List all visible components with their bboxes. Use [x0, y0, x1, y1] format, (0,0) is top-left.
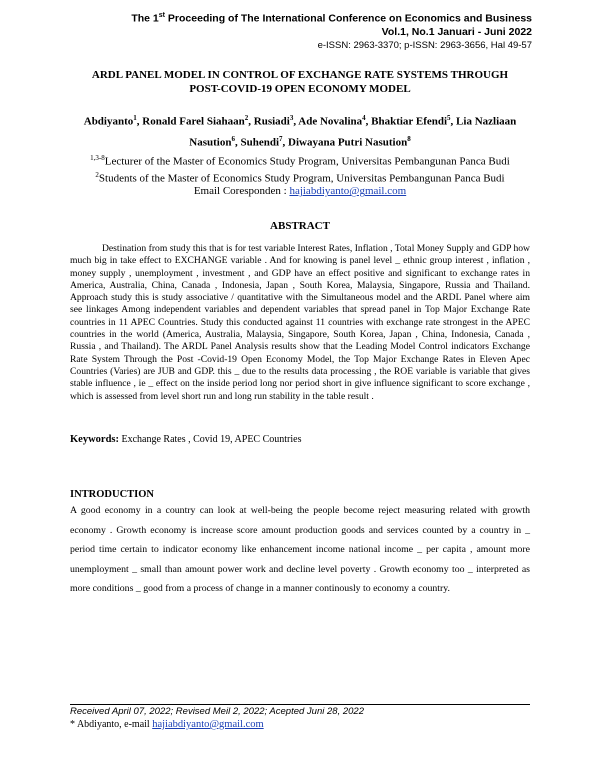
author-separator: , [248, 115, 254, 128]
author-affiliation-mark: 2 [244, 114, 249, 122]
author-name: Ronald Farel Siahaan [142, 115, 245, 128]
author-list [70, 110, 530, 151]
author-affiliation-mark: 4 [362, 114, 366, 122]
author-affiliation-mark: 6 [231, 134, 235, 143]
author-affiliation-mark: 3 [289, 114, 294, 122]
journal-volume: Vol.1, No.1 Januari - Juni 2022 [381, 26, 532, 38]
abstract-heading: ABSTRACT [270, 220, 330, 232]
footnote-divider [70, 704, 530, 705]
author-affiliation-mark: 1 [133, 114, 137, 122]
author-separator: , [293, 115, 299, 128]
abstract-text: Destination from study this that is for test variable Interest Rates, Inflation , Total Money Supply and GDP how much big in take effect to EXCHANGE variable . And for knowing is panel level _ ethnic group interest , inflation , money supply , unemployment , investment , and GDP have an effect positive and significant to exchange rates in America, Australia, China, Canada , Indonesia, Japan , South Korea, Malaysia, Singapore, Russia and Thailand. Approach study this is study associative / quantitative with the Simultaneous model and the ARDL Panel where aim see linkages Among independent variables and dependent variables that spread panel in Top Major Exchange Rate countries in 11 APEC Countries. Study this conducted against 11 countries with exchange rate strongest in the APEC countries in the world (America, Australia, Malaysia, Singapore, South Korea, Japan , China, Indonesia, Canada , Russia , and Thailand). The ARDL Panel Analysis results show that the Leading Model Control indicators Exchange Rate System Through the Post -Covid-19 Open Economy Model, the Top Major Exchange Rates in Eleven Apec Countries (Varies) are JUB and GDP. this _ due to the results data processing , the ROE variable is variable that gives stable influence , ie _ effect on the inside period long nor period short in give influence significant to score exchange , which is assessed from level short run and long run stability in the table result . [70, 243, 530, 402]
author-affiliation-mark: 7 [279, 134, 283, 143]
author-name: Abdiyanto [83, 115, 134, 128]
corresponding-author: * Abdiyanto, e-mail hajiabdiyanto@gmail.com [70, 719, 264, 730]
author-name: Lia Nazliaan Nasution [189, 115, 517, 149]
keywords: Keywords: Exchange Rates , Covid 19, APEC Countries [70, 434, 302, 445]
author-separator: , [450, 115, 457, 128]
author-name: Suhendi [240, 136, 280, 149]
author-name: Diwayana Putri Nasution [288, 136, 408, 149]
corresponding-email-link[interactable]: hajiabdiyanto@gmail.com [289, 185, 407, 198]
introduction-heading: INTRODUCTION [70, 489, 155, 500]
paper-title: ARDL PANEL MODEL IN CONTROL OF EXCHANGE RATE SYSTEMS THROUGH POST-COVID-19 OPEN ECONOMY MODEL [91, 69, 509, 95]
received-dates: Received April 07, 2022; Revised Meil 2, 2022; Acepted Juni 28, 2022 [70, 706, 364, 717]
introduction-text: A good economy in a country can look at well-being the people become reject measuring related with growth economy . Growth economy is increase score amount production goods and services counted by a country in _ period time certain to indicator economy like enhancement income national income _ per capita , amount more unemployment _ small than amount power work and decline level poverty . Growth economy too _ interpreted as more conditions _ good from a process of change in a manner continously to economy a country. [70, 505, 530, 594]
author-separator: , [136, 115, 143, 128]
author-affiliation-mark: 8 [407, 134, 411, 143]
author-separator: , [234, 136, 241, 149]
author-separator: , [365, 115, 372, 128]
journal-header-title: The 1st Proceeding of The International Conference on Economics and Business [131, 12, 532, 25]
journal-issn: e-ISSN: 2963-3370; p-ISSN: 2963-3656, Hal 49-57 [317, 40, 532, 51]
author-separator: , [282, 136, 289, 149]
footer-email-link[interactable]: hajiabdiyanto@gmail.com [152, 719, 264, 730]
author-name: Bhaktiar Efendi [371, 115, 448, 128]
author-name: Rusiadi [253, 115, 290, 128]
author-name: Ade Novalina [298, 115, 363, 128]
affiliations: $^{1,3-8}$Lecturer of the Master of Economics Study Program, Universitas Pembangunan Panca Budi $^2$Students of the Master of Economics Study Program, Universitas Pembangunan Panca Budi Email Coresponden : hajiabdiyanto@gmail.com [90, 154, 510, 198]
author-affiliation-mark: 5 [447, 114, 451, 122]
